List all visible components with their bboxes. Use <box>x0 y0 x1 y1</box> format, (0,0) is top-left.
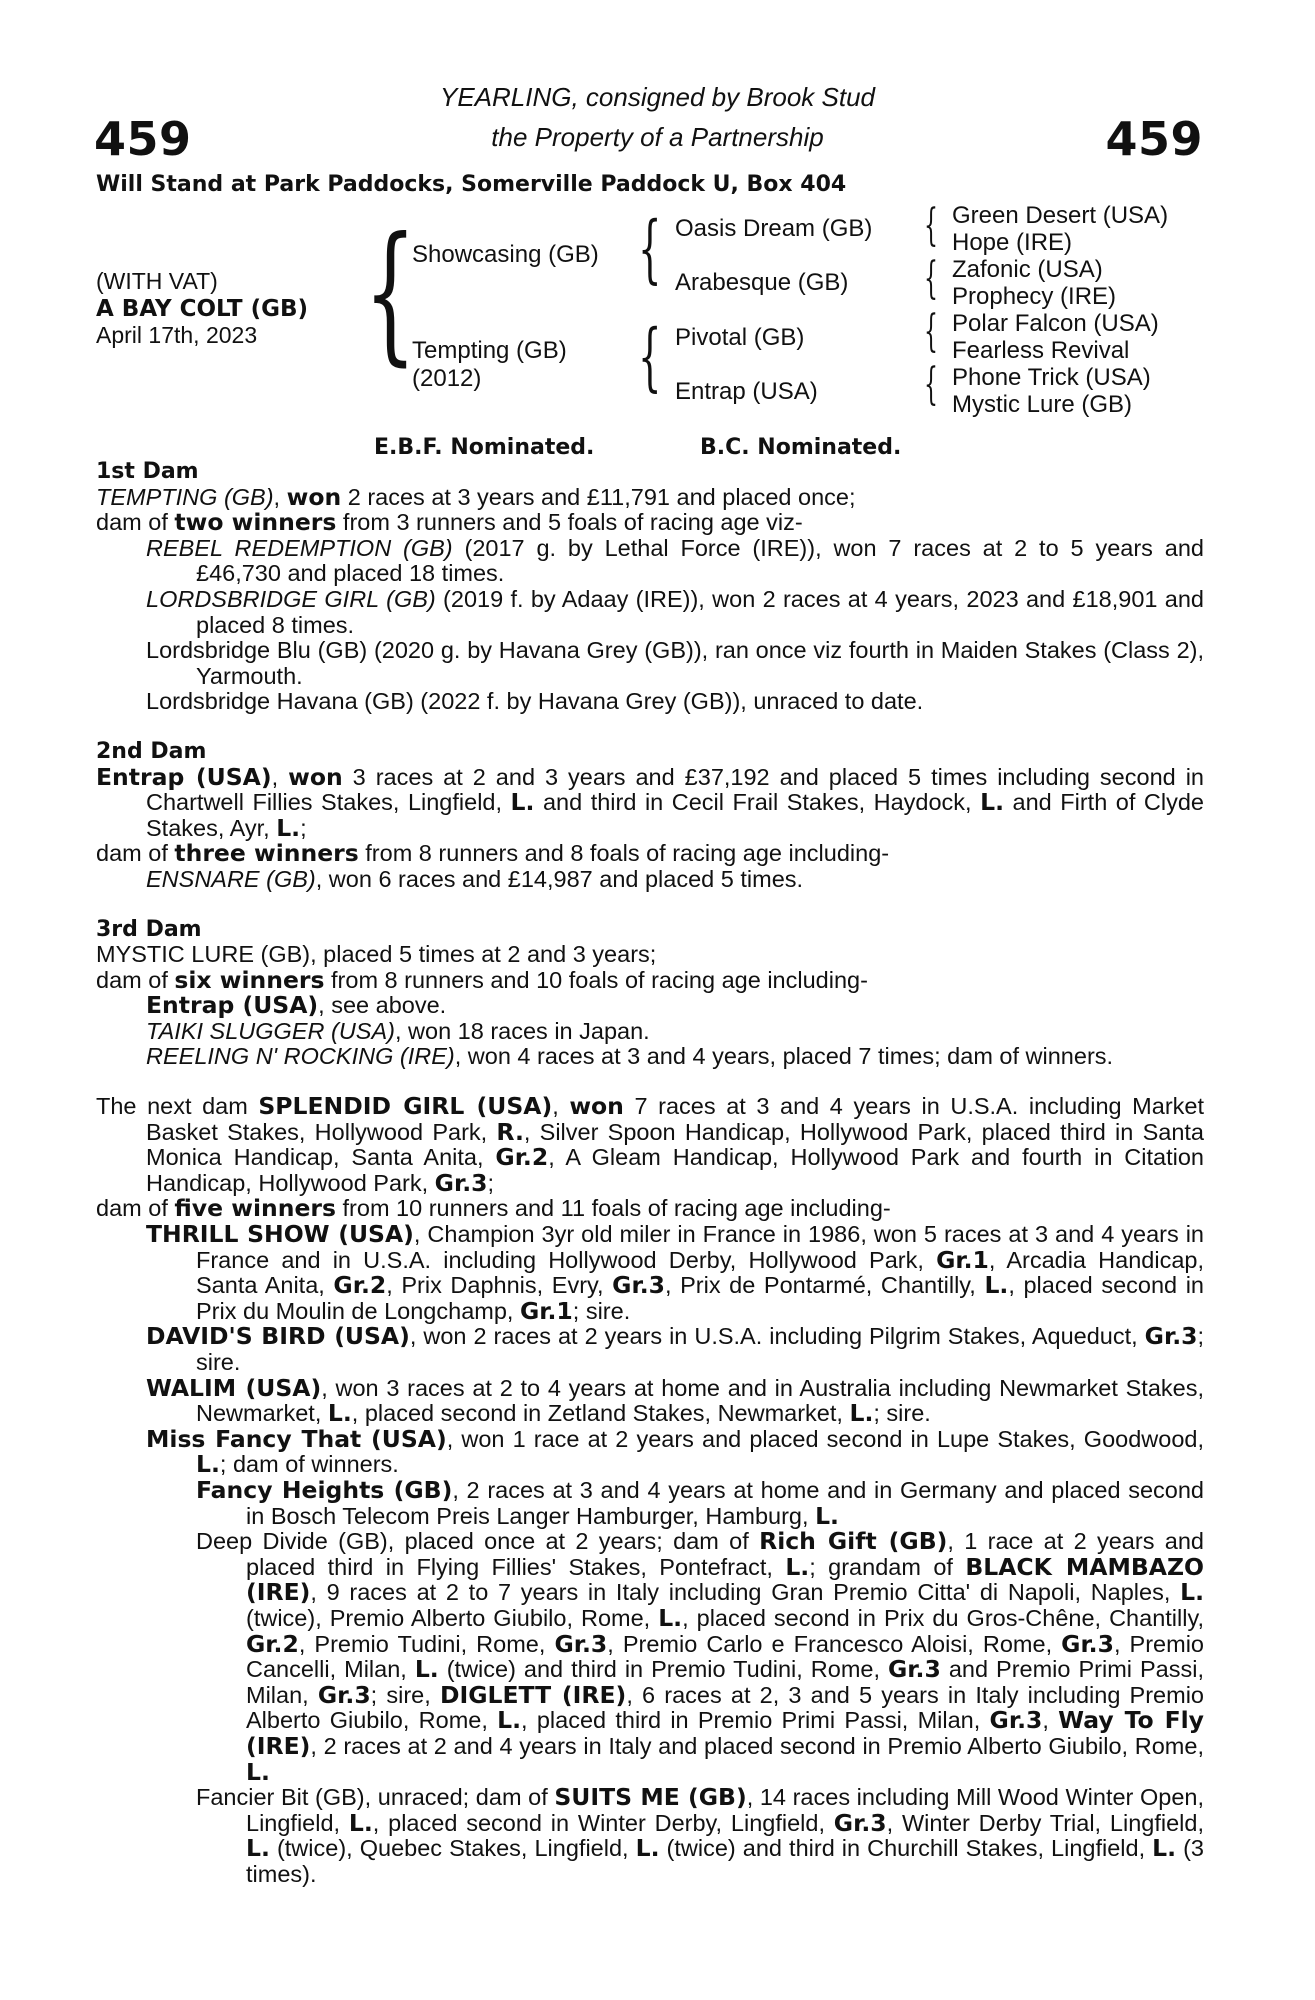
pedigree-gen3-4: Prophecy (IRE) <box>952 283 1117 310</box>
produce-entry: Fancier Bit (GB), unraced; dam of SUITS ME (GB), 14 races including Mill Wood Winter Open, Lingfield, L., placed second in Winter Derby, Lingfield, Gr.3, Winter Derby Trial, Lingfield, L. (twice), Quebec Stakes, Lingfield, L. (twice) and third in Churchill Stakes, Lingfield, L. (3 times). <box>196 1783 1204 1887</box>
pedigree-sire: Showcasing (GB) <box>412 241 599 268</box>
pedigree-gen3-1: Green Desert (USA) <box>952 202 1169 229</box>
produce-entry: Lordsbridge Havana (GB) (2022 f. by Havana Grey (GB)), unraced to date. <box>146 688 924 715</box>
first-dam-produce-summary: dam of two winners from 3 runners and 5 foals of racing age viz- <box>96 508 803 537</box>
pedigree-brace-g1: { <box>924 200 938 251</box>
pedigree-gen3-6: Fearless Revival <box>952 337 1130 364</box>
pedigree-gen3-3: Zafonic (USA) <box>952 256 1103 283</box>
next-dam-line: The next dam SPLENDID GIRL (USA), won 7 races at 3 and 4 years in U.S.A. including Market Basket Stakes, Hollywood Park, R., Silver Spoon Handicap, Hollywood Park, placed third in Santa Monica Handicap, Santa Anita, Gr.2, A Gleam Handicap, Hollywood Park and fourth in Citation Handicap, Hollywood Park, Gr.3; <box>96 1092 1205 1197</box>
second-dam-produce-summary: dam of three winners from 8 runners and 8 foals of racing age including- <box>96 839 890 868</box>
pedigree-brace-main: { <box>364 206 417 380</box>
produce-entry: DAVID'S BIRD (USA), won 2 races at 2 years in U.S.A. including Pilgrim Stakes, Aqueduct, Gr.3; sire. <box>146 1322 1205 1375</box>
pedigree-dam-dam: Entrap (USA) <box>675 378 818 405</box>
pedigree-brace-dam: { <box>638 314 662 400</box>
pedigree-brace-g4: { <box>924 359 938 410</box>
ebf-nomination: E.B.F. Nominated. <box>374 435 595 460</box>
produce-entry: REELING N' ROCKING (IRE), won 4 races at 3 and 4 years, placed 7 times; dam of winners. <box>146 1043 1114 1070</box>
second-dam-heading: 2nd Dam <box>96 738 207 764</box>
produce-entry: REBEL REDEMPTION (GB) (2017 g. by Lethal Force (IRE)), won 7 races at 2 to 5 years and £46,730 and placed 18 times. <box>146 534 1204 587</box>
lot-number-right: 459 <box>1105 112 1203 166</box>
pedigree-brace-g2: { <box>924 253 938 304</box>
pedigree-sire-sire: Oasis Dream (GB) <box>675 215 873 242</box>
pedigree-gen3-2: Hope (IRE) <box>952 229 1073 256</box>
catalogue-body <box>96 459 1204 1887</box>
bc-nomination: B.C. Nominated. <box>700 435 902 460</box>
pedigree-dam-year: (2012) <box>412 365 482 392</box>
produce-entry: TAIKI SLUGGER (USA), won 18 races in Japan. <box>146 1017 650 1044</box>
next-dam-produce-summary: dam of five winners from 10 runners and 11 foals of racing age including- <box>96 1194 891 1223</box>
produce-entry: Fancy Heights (GB), 2 races at 3 and 4 years at home and in Germany and placed second in Bosch Telecom Preis Langer Hamburger, Hamburg, L. <box>196 1475 1204 1530</box>
dam-name: TEMPTING (GB) <box>96 483 274 510</box>
horse-name: A BAY COLT (GB) <box>96 296 309 322</box>
produce-entry: LORDSBRIDGE GIRL (GB) (2019 f. by Adaay (IRE)), won 2 races at 4 years, 2023 and £18,901 and placed 8 times. <box>146 585 1204 638</box>
produce-entry: Entrap (USA), see above. <box>146 991 447 1020</box>
produce-entry: WALIM (USA), won 3 races at 2 to 4 years at home and in Australia including Newmarket Stakes, Newmarket, L., placed second in Zetland Stakes, Newmarket, L.; sire. <box>146 1373 1205 1428</box>
pedigree-sire-dam: Arabesque (GB) <box>675 269 849 296</box>
pedigree-gen3-8: Mystic Lure (GB) <box>952 391 1133 418</box>
third-dam-heading: 3rd Dam <box>96 916 202 942</box>
pedigree-dam: Tempting (GB) <box>412 337 567 364</box>
produce-entry: Deep Divide (GB), placed once at 2 years; dam of Rich Gift (GB), 1 race at 2 years and placed third in Flying Fillies' Stakes, Pontefract, L.; grandam of BLACK MAMBAZO (IRE), 9 races at 2 to 7 years in Italy including Gran Premio Citta' di Napoli, Naples, L. (twice), Premio Alberto Giubilo, Rome, L., placed second in Prix du Gros-Chêne, Chantilly, Gr.2, Premio Tudini, Rome, Gr.3, Premio Carlo e Francesco Aloisi, Rome, Gr.3, Premio Cancelli, Milan, L. (twice) and third in Premio Tudini, Rome, Gr.3 and Premio Primi Passi, Milan, Gr.3; sire, DIGLETT (IRE), 6 races at 2, 3 and 5 years in Italy including Premio Alberto Giubilo, Rome, L., placed third in Premio Primi Passi, Milan, Gr.3, Way To Fly (IRE), 2 races at 2 and 4 years in Italy and placed second in Premio Alberto Giubilo, Rome, L. <box>196 1527 1204 1786</box>
vat-note: (WITH VAT) <box>96 268 218 294</box>
pedigree-dam-sire: Pivotal (GB) <box>675 324 805 351</box>
first-dam-line: TEMPTING (GB), won 2 races at 3 years and £11,791 and placed once; <box>96 482 856 511</box>
first-dam-heading: 1st Dam <box>96 459 199 484</box>
pedigree-gen3-7: Phone Trick (USA) <box>952 364 1151 391</box>
second-dam-line: Entrap (USA), won 3 races at 2 and 3 years and £37,192 and placed 5 times including second in Chartwell Fillies Stakes, Lingfield, L. and third in Cecil Frail Stakes, Haydock, L. and Firth of Clyde Stakes, Ayr, L.; <box>96 762 1204 842</box>
produce-entry: Miss Fancy That (USA), won 1 race at 2 years and placed second in Lupe Stakes, Goodwood, L.; dam of winners. <box>146 1424 1205 1479</box>
pedigree-brace-g3: { <box>924 306 938 357</box>
pedigree-brace-sire: { <box>638 206 662 292</box>
produce-entry: ENSNARE (GB), won 6 races and £14,987 and placed 5 times. <box>146 865 804 892</box>
produce-entry: Lordsbridge Blu (GB) (2020 g. by Havana Grey (GB)), ran once viz fourth in Maiden Stakes (Class 2), Yarmouth. <box>146 637 1204 689</box>
stabling-info: Will Stand at Park Paddocks, Somerville Paddock U, Box 404 <box>96 172 847 197</box>
foaling-date: April 17th, 2023 <box>96 322 258 348</box>
lot-number-left: 459 <box>94 112 192 166</box>
third-dam-produce-summary: dam of six winners from 8 runners and 10 foals of racing age including- <box>96 965 868 994</box>
produce-entry: THRILL SHOW (USA), Champion 3yr old miler in France in 1986, won 5 races at 3 and 4 years in France and in U.S.A. including Hollywood Derby, Hollywood Park, Gr.1, Arcadia Handicap, Santa Anita, Gr.2, Prix Daphnis, Evry, Gr.3, Prix de Pontarmé, Chantilly, L., placed second in Prix du Moulin de Longchamp, Gr.1; sire. <box>146 1220 1205 1325</box>
third-dam-line: MYSTIC LURE (GB), placed 5 times at 2 and 3 years; <box>96 941 657 968</box>
pedigree-gen3-5: Polar Falcon (USA) <box>952 310 1159 337</box>
consignor-line: YEARLING, consigned by Brook Stud <box>439 82 875 112</box>
owner-line: the Property of a Partnership <box>491 122 824 152</box>
